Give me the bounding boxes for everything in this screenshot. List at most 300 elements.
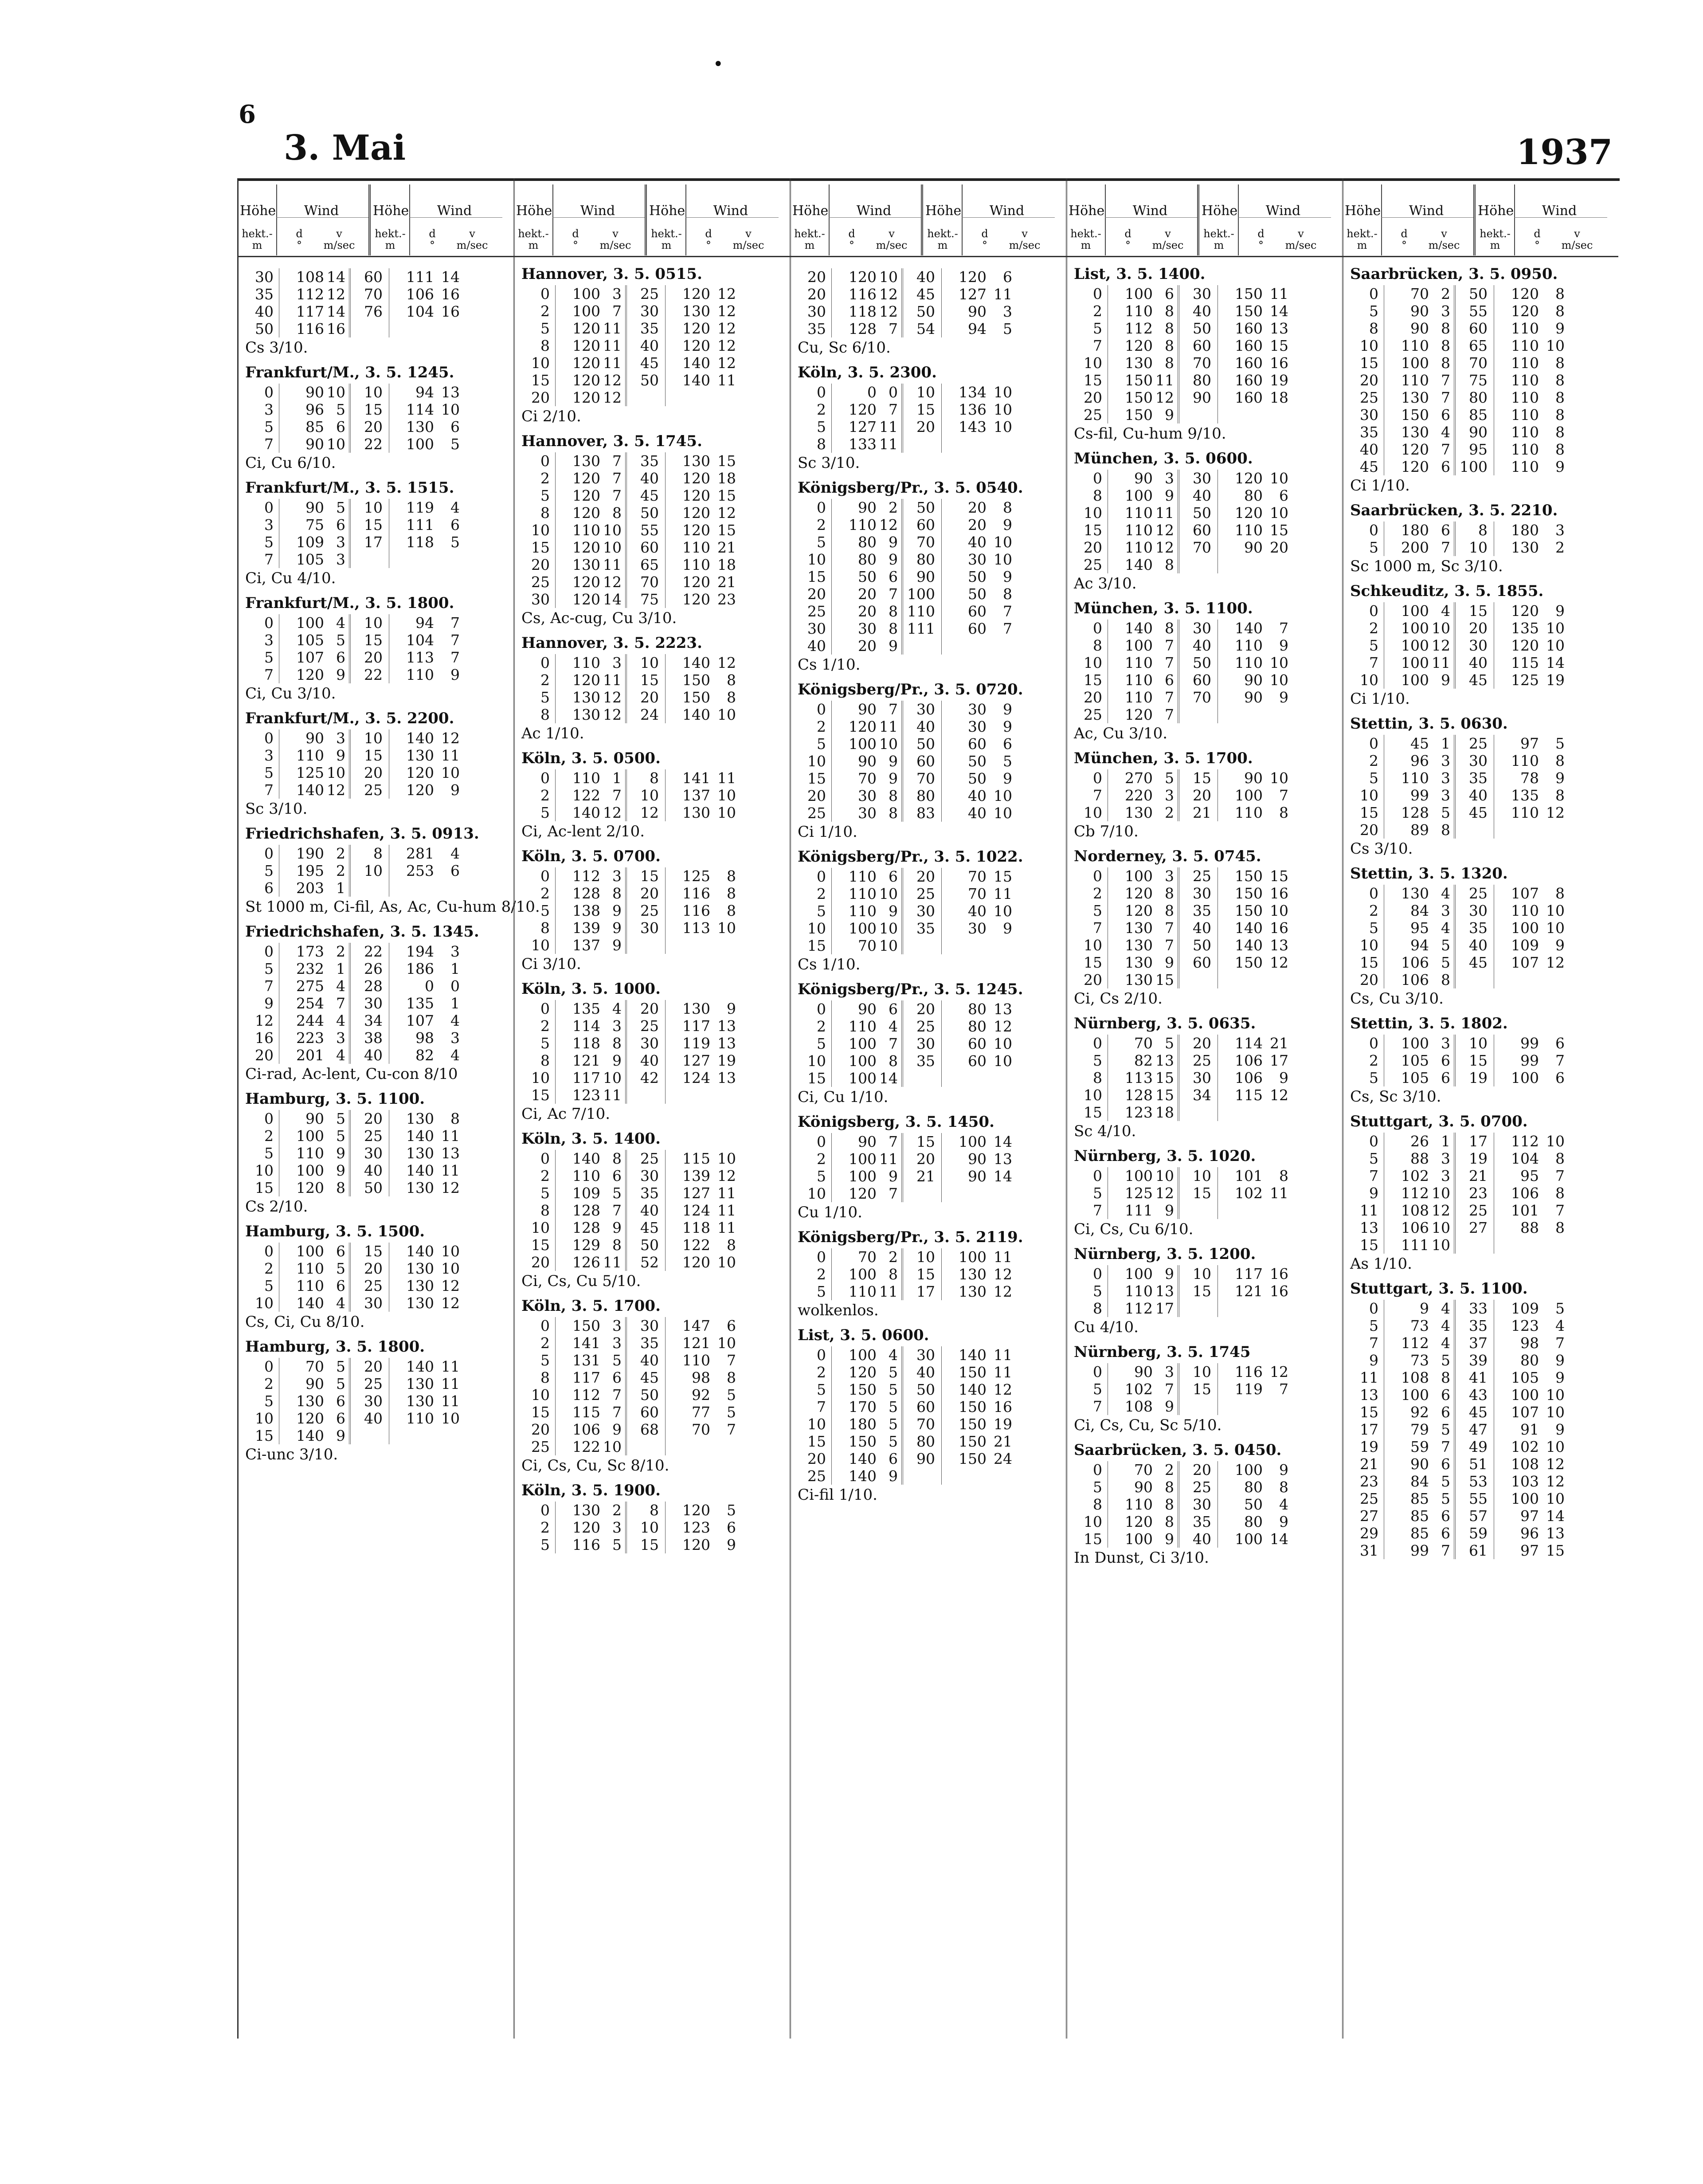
table-row	[1074, 504, 1342, 521]
cell: 8	[1165, 1478, 1174, 1496]
cell: 40	[1193, 487, 1211, 504]
cell: 5	[612, 1184, 622, 1202]
cell: 90	[1469, 423, 1488, 441]
row-divider	[349, 943, 351, 1064]
cell: 110	[296, 1260, 324, 1277]
table-row	[798, 770, 1066, 787]
cell: 9	[1369, 1184, 1378, 1202]
row-divider	[1178, 470, 1179, 573]
row-divider	[665, 1150, 666, 1271]
cell: 7	[1369, 1334, 1378, 1352]
table-row	[1350, 389, 1618, 406]
row-divider	[1454, 1300, 1456, 1559]
table-row	[798, 303, 1066, 320]
cell: 80	[1244, 1513, 1263, 1530]
cell: 10	[364, 384, 383, 401]
cell: 7	[1441, 372, 1450, 389]
cell: 10	[879, 885, 898, 902]
cell: 13	[441, 1145, 460, 1162]
cell: 2	[1555, 539, 1565, 556]
table-row	[798, 286, 1066, 303]
cell: 130	[1401, 423, 1429, 441]
cell: 15	[1084, 372, 1102, 389]
cell: 50	[1244, 1496, 1263, 1513]
cell: 8	[727, 867, 736, 885]
cell: 5	[1369, 1069, 1378, 1086]
cloud-note: Cs 1/10.	[798, 956, 861, 973]
cell: 111	[406, 268, 434, 286]
cell: 18	[1270, 389, 1288, 406]
cloud-note: Ci, Cu 1/10.	[798, 1088, 889, 1106]
table-row	[245, 533, 513, 551]
cell: 5	[540, 689, 550, 706]
cell: 122	[572, 1438, 600, 1455]
table-row	[521, 591, 790, 608]
cell: 130	[572, 706, 600, 723]
table-row	[1350, 1352, 1618, 1369]
cloud-note: Ci-fil 1/10.	[798, 1486, 877, 1504]
cell: 0	[264, 1110, 274, 1127]
cell: 13	[1155, 1052, 1174, 1069]
table-row	[1074, 1035, 1342, 1052]
cell: 110	[296, 1277, 324, 1294]
cell: 108	[296, 268, 324, 286]
header-divider	[829, 184, 830, 255]
cell: 8	[889, 603, 898, 620]
cell: 9	[1555, 458, 1565, 475]
table-row	[245, 1410, 513, 1427]
cell: 100	[849, 1035, 877, 1052]
header-v-label: v	[1298, 227, 1304, 240]
cell: 5	[1093, 1052, 1102, 1069]
table-row	[521, 487, 790, 504]
cell: 53	[1469, 1473, 1488, 1490]
cell: 90	[1244, 671, 1263, 689]
cell: 25	[364, 1127, 383, 1145]
cell: 10	[1270, 769, 1288, 787]
cell: 108	[1401, 1202, 1429, 1219]
cell: 7	[727, 1352, 736, 1369]
cell: 10	[1432, 620, 1450, 637]
cell: 2	[540, 1167, 550, 1184]
header-hoehe: Höhe	[240, 203, 276, 219]
cell: 3	[264, 516, 274, 533]
cell: 10	[1432, 1236, 1450, 1254]
header-rule	[1514, 217, 1607, 218]
cell: 7	[264, 551, 274, 568]
cell: 40	[1193, 637, 1211, 654]
row-divider	[349, 499, 351, 568]
table-row	[1074, 1282, 1342, 1300]
station-title: Stuttgart, 3. 5. 1100.	[1350, 1280, 1528, 1298]
cell: 7	[1093, 337, 1102, 354]
column-header	[1066, 178, 1342, 257]
cell: 275	[296, 977, 324, 995]
table-row	[521, 1086, 790, 1104]
cell: 19	[717, 1052, 736, 1069]
cell: 9	[1369, 1352, 1378, 1369]
cell: 17	[916, 1283, 935, 1300]
cell: 25	[364, 781, 383, 799]
cell: 122	[682, 1236, 710, 1254]
cell: 9	[1279, 1069, 1288, 1086]
cell: 10	[441, 1260, 460, 1277]
cell: 10	[994, 1035, 1012, 1052]
cell: 85	[1469, 406, 1488, 423]
cell: 9	[1555, 769, 1565, 787]
cell: 31	[1360, 1542, 1378, 1559]
cell: 20	[858, 603, 877, 620]
cloud-note: Sc 3/10.	[245, 800, 308, 818]
cell: 60	[968, 1052, 987, 1070]
cell: 0	[1369, 1035, 1378, 1052]
data-rows	[521, 1000, 790, 1104]
row-divider	[941, 499, 942, 655]
cell: 10	[994, 384, 1012, 401]
cell: 190	[296, 845, 324, 862]
cell: 40	[968, 902, 987, 920]
cell: 120	[682, 1502, 710, 1519]
cell: 35	[1469, 1317, 1488, 1334]
table-row	[1350, 1202, 1618, 1219]
cell: 4	[1441, 1334, 1450, 1352]
header-rule	[1105, 217, 1198, 218]
station-title: München, 3. 5. 1700.	[1074, 749, 1253, 767]
cell: 116	[682, 885, 710, 902]
cell: 120	[1511, 302, 1539, 320]
table-row	[798, 1168, 1066, 1185]
cell: 8	[1441, 320, 1450, 337]
cell: 19	[1360, 1438, 1378, 1455]
station-title: Frankfurt/M., 3. 5. 1245.	[245, 364, 454, 381]
row-divider	[349, 1110, 351, 1196]
header-hekt-label: hekt.-	[794, 227, 825, 240]
station-title: Hamburg, 3. 5. 1800.	[245, 1338, 425, 1356]
data-rows	[1074, 867, 1342, 988]
cell: 109	[296, 533, 324, 551]
table-row	[521, 539, 790, 556]
cell: 8	[1165, 556, 1174, 573]
cell: 110	[1125, 1282, 1153, 1300]
cell: 0	[1369, 735, 1378, 752]
cell: 128	[572, 1219, 600, 1236]
header-hoehe: Höhe	[925, 203, 962, 219]
cell: 112	[1511, 1133, 1539, 1150]
cell: 19	[1469, 1150, 1488, 1167]
table-row	[245, 729, 513, 747]
cell: 6	[1555, 1035, 1565, 1052]
cell: 104	[406, 303, 434, 320]
cell: 150	[849, 1433, 877, 1450]
cell: 8	[336, 1179, 345, 1196]
cell: 0	[540, 769, 550, 787]
header-d	[286, 228, 313, 251]
station-title: Köln, 3. 5. 1400.	[521, 1130, 661, 1148]
cell: 14	[994, 1133, 1012, 1150]
header-m-label: m	[1081, 239, 1091, 251]
cell: 130	[1125, 937, 1153, 954]
cell: 8	[817, 435, 826, 453]
table-row	[1074, 556, 1342, 573]
table-row	[798, 1364, 1066, 1381]
cell: 16	[1270, 1265, 1288, 1282]
cell: 15	[807, 1433, 826, 1450]
cell: 4	[1555, 1317, 1565, 1334]
cell: 50	[916, 499, 935, 516]
header-d-label: d	[1124, 227, 1131, 240]
table-row	[1074, 1478, 1342, 1496]
cell: 11	[1270, 285, 1288, 302]
cell: 20	[364, 649, 383, 666]
table-row	[1074, 320, 1342, 337]
cell: 102	[1125, 1380, 1153, 1398]
cell: 8	[1279, 1167, 1288, 1184]
header-divider	[685, 184, 686, 255]
cell: 2	[1369, 1052, 1378, 1069]
cell: 40	[364, 1162, 383, 1179]
cell: 10	[1084, 937, 1102, 954]
table-row	[798, 1450, 1066, 1467]
cell: 11	[717, 769, 736, 787]
cell: 105	[296, 551, 324, 568]
cell: 5	[540, 902, 550, 919]
cell: 0	[1093, 470, 1102, 487]
cell: 3	[612, 285, 622, 302]
cell: 116	[682, 902, 710, 919]
cell: 20	[640, 689, 659, 706]
cell: 10	[1469, 539, 1488, 556]
cell: 12	[994, 1018, 1012, 1035]
cell: 143	[959, 418, 987, 435]
row-divider	[1178, 1265, 1179, 1317]
cell: 15	[916, 1133, 935, 1150]
table-row	[1074, 1104, 1342, 1121]
cell: 15	[531, 1086, 550, 1104]
cell: 120	[1511, 637, 1539, 654]
cell: 5	[336, 401, 345, 418]
cell: 120	[682, 320, 710, 337]
cell: 80	[858, 533, 877, 551]
cell: 30	[968, 551, 987, 568]
cell: 11	[441, 1375, 460, 1392]
cell: 10	[717, 1334, 736, 1352]
table-row	[1074, 706, 1342, 723]
cell: 11	[994, 286, 1012, 303]
cell: 12	[1155, 521, 1174, 539]
cell: 2	[1093, 302, 1102, 320]
cell: 110	[1125, 671, 1153, 689]
cell: 12	[603, 689, 622, 706]
cell: 160	[1235, 337, 1263, 354]
cell: 130	[1401, 389, 1429, 406]
cell: 12	[1270, 1363, 1288, 1380]
cell: 8	[1441, 354, 1450, 372]
cell: 39	[1469, 1352, 1488, 1369]
cell: 100	[907, 585, 935, 603]
cell: 115	[572, 1404, 600, 1421]
cell: 100	[1401, 1035, 1429, 1052]
cell: 23	[717, 591, 736, 608]
cell: 6	[336, 1277, 345, 1294]
cell: 21	[1469, 1167, 1488, 1184]
cell: 130	[572, 689, 600, 706]
row-divider	[901, 1000, 903, 1087]
table-row	[521, 337, 790, 354]
cell: 2	[889, 499, 898, 516]
table-row	[245, 1358, 513, 1375]
header-v	[1420, 228, 1468, 251]
cell: 30	[364, 1145, 383, 1162]
table-row	[798, 885, 1066, 902]
cell: 110	[572, 1167, 600, 1184]
cell: 7	[1279, 620, 1288, 637]
cell: 10	[1084, 1513, 1102, 1530]
cell: 11	[441, 1127, 460, 1145]
cell: 0	[264, 384, 274, 401]
table-row	[1074, 919, 1342, 937]
cell: 35	[1469, 919, 1488, 937]
row-divider	[831, 1000, 832, 1087]
cell: 114	[572, 1017, 600, 1035]
cell: 15	[717, 487, 736, 504]
cell: 0	[1093, 1461, 1102, 1478]
cell: 60	[968, 620, 987, 637]
header-d	[562, 228, 589, 251]
cell: 127	[849, 418, 877, 435]
cell: 96	[1410, 752, 1429, 769]
header-d	[1391, 228, 1417, 251]
cell: 21	[1193, 804, 1211, 821]
cell: 113	[1125, 1069, 1153, 1086]
cell: 130	[682, 302, 710, 320]
cell: 100	[1401, 637, 1429, 654]
cell: 8	[1165, 620, 1174, 637]
cell: 7	[1165, 919, 1174, 937]
cell: 15	[1155, 971, 1174, 988]
cell: 8	[1003, 585, 1012, 603]
header-hoehe: Höhe	[649, 203, 685, 219]
table-row	[1074, 285, 1342, 302]
cell: 4	[889, 1346, 898, 1364]
station-title: Friedrichshafen, 3. 5. 1345.	[245, 923, 479, 941]
cell: 7	[612, 1202, 622, 1219]
cell: 3	[1441, 1167, 1450, 1184]
cell: 0	[540, 285, 550, 302]
cell: 73	[1410, 1352, 1429, 1369]
cell: 3	[1441, 769, 1450, 787]
cell: 90	[858, 499, 877, 516]
cell: 11	[717, 1184, 736, 1202]
cell: 140	[1125, 620, 1153, 637]
data-rows	[798, 868, 1066, 954]
cell: 55	[1469, 302, 1488, 320]
cell: 12	[1546, 1473, 1565, 1490]
cell: 134	[959, 384, 987, 401]
cell: 20	[1084, 689, 1102, 706]
cell: 110	[1511, 804, 1539, 821]
cell: 5	[264, 862, 274, 879]
cell: 40	[640, 470, 659, 487]
cell: 9	[336, 1162, 345, 1179]
cell: 11	[994, 1364, 1012, 1381]
cell: 65	[640, 556, 659, 573]
cell: 106	[406, 286, 434, 303]
header-d-label: d	[1401, 227, 1408, 240]
cell: 5	[1441, 804, 1450, 821]
cell: 15	[916, 1266, 935, 1283]
cell: 170	[849, 1398, 877, 1415]
data-rows	[1074, 470, 1342, 573]
cell: 10	[327, 435, 345, 453]
cell: 50	[1193, 937, 1211, 954]
cell: 88	[1520, 1219, 1539, 1236]
cell: 80	[1193, 372, 1211, 389]
table-row	[245, 666, 513, 683]
cell: 5	[1093, 1184, 1102, 1202]
table-row	[245, 747, 513, 764]
cell: 70	[916, 533, 935, 551]
data-rows	[1074, 620, 1342, 723]
table-row	[1350, 458, 1618, 475]
header-m-label: m	[1214, 239, 1224, 251]
cell: 15	[531, 539, 550, 556]
header-hekt	[791, 228, 829, 251]
cell: 30	[807, 620, 826, 637]
cell: 75	[1469, 372, 1488, 389]
header-wind: Wind	[856, 203, 892, 219]
column-header	[790, 178, 1066, 257]
data-rows	[1350, 521, 1618, 556]
cell: 45	[640, 487, 659, 504]
cell: 90	[1410, 320, 1429, 337]
table-row	[521, 285, 790, 302]
cell: 25	[807, 603, 826, 620]
cell: 111	[1401, 1236, 1429, 1254]
cell: 12	[1546, 804, 1565, 821]
data-rows	[1350, 1035, 1618, 1086]
table-row	[798, 1248, 1066, 1266]
cell: 70	[1134, 1035, 1153, 1052]
cell: 8	[650, 769, 659, 787]
cell: 14	[1546, 1507, 1565, 1525]
cell: 90	[968, 303, 987, 320]
table-row	[245, 1427, 513, 1444]
cell: 180	[849, 1415, 877, 1433]
cell: 95	[1469, 441, 1488, 458]
cell: 30	[364, 1392, 383, 1410]
cell: 7	[1165, 637, 1174, 654]
cell: 11	[1155, 372, 1174, 389]
cell: 9	[889, 533, 898, 551]
cell: 10	[603, 1438, 622, 1455]
cell: 4	[1441, 602, 1450, 620]
table-row	[1350, 1473, 1618, 1490]
cell: 130	[406, 747, 434, 764]
cell: 40	[807, 637, 826, 655]
table-row	[521, 452, 790, 470]
cell: 120	[572, 539, 600, 556]
cell: 15	[1084, 954, 1102, 971]
table-row	[1074, 787, 1342, 804]
cell: 9	[1165, 487, 1174, 504]
cell: 10	[1360, 671, 1378, 689]
cell: 5	[1369, 919, 1378, 937]
cell: 9	[889, 637, 898, 655]
cell: 106	[1235, 1069, 1263, 1086]
cell: 92	[692, 1386, 710, 1404]
page-number: 6	[239, 100, 256, 129]
header-hekt-label: hekt.-	[651, 227, 682, 240]
